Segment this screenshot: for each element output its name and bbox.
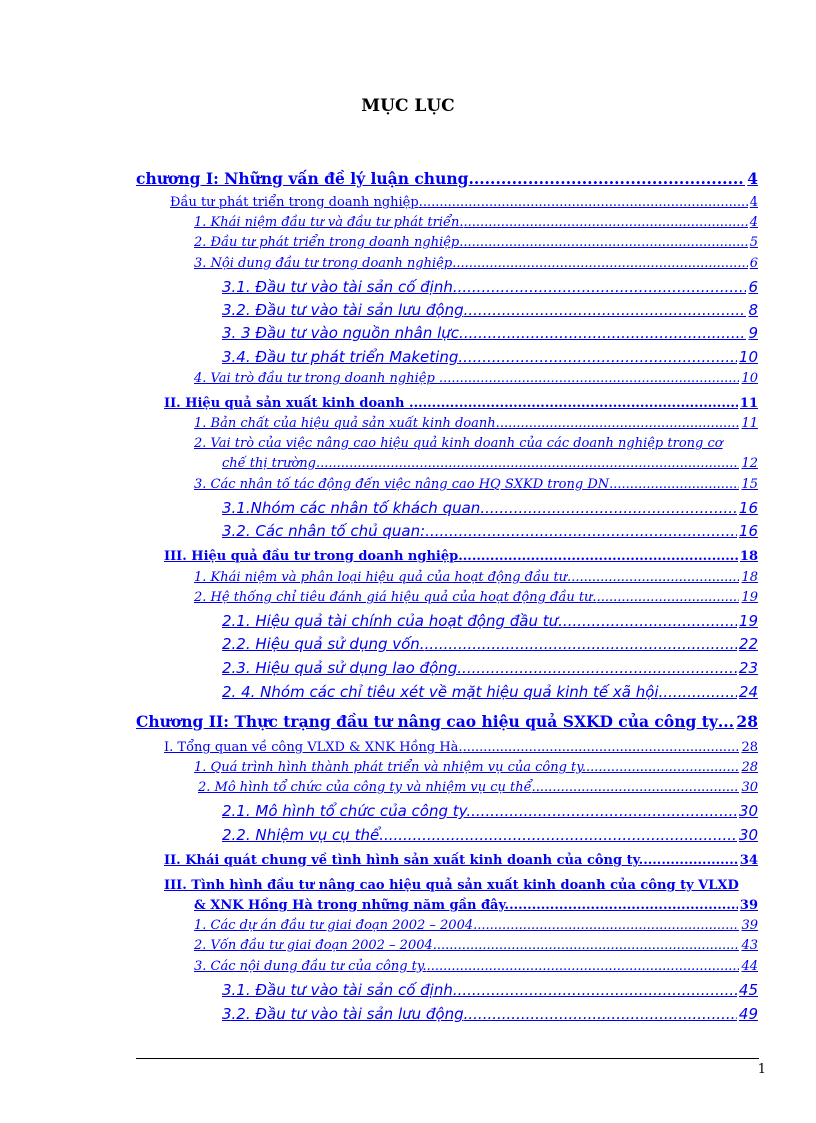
- toc-leader-dots: [477, 918, 739, 933]
- toc-entry-title: II. Hiệu quả sản xuất kinh doanh .: [164, 396, 414, 411]
- toc-entry[interactable]: [222, 802, 758, 820]
- toc-entry[interactable]: [194, 959, 758, 974]
- toc-leader-dots: [419, 195, 748, 210]
- toc-page-number: 4: [747, 169, 758, 188]
- toc-page-number: 11: [741, 416, 758, 431]
- page-number: 1: [757, 1062, 766, 1077]
- toc-entry-title: 3.1.Nhóm các nhân tố khách quan: [222, 499, 481, 517]
- toc-page-number: 6: [749, 256, 758, 271]
- toc-entry[interactable]: [222, 635, 758, 653]
- toc-entry-title: 2. 4. Nhóm các chỉ tiêu xét về mặt hiệu quả kinh tế xã hội: [222, 683, 659, 701]
- toc-page-number: 45: [738, 981, 758, 999]
- toc-page-number: 43: [741, 938, 758, 953]
- toc-entry-title: 3. 3 Đầu tư vào nguồn nhân lực: [222, 324, 460, 342]
- toc-leader-dots: [462, 659, 737, 677]
- toc-entry-title: chế thị trường.: [222, 456, 321, 471]
- toc-leader-dots: [586, 760, 739, 775]
- toc-entry[interactable]: [164, 549, 758, 564]
- toc-entry-title: 3.1. Đầu tư vào tài sản cố định: [222, 981, 453, 999]
- toc-page-number: 9: [748, 324, 758, 342]
- toc-entry[interactable]: [194, 898, 758, 913]
- toc-page-number: 15: [741, 477, 758, 492]
- toc-leader-dots: [459, 324, 746, 342]
- toc-entry[interactable]: [136, 712, 758, 731]
- toc-entry-title: Đầu tư phát triển trong doanh nghiệp: [170, 195, 419, 210]
- toc-page-number: 10: [741, 371, 758, 386]
- toc-entry-title: 2. Vốn đầu tư giai đoạn 2002 – 2004.: [194, 938, 437, 953]
- toc-page-number: 24: [738, 683, 758, 701]
- toc-entry-title: 1. Bản chất của hiệu quả sản xuất kinh doanh.: [194, 416, 500, 431]
- toc-entry-title: 1. Khái niệm và phân loại hiệu quả của hoạt động đầu tư.: [194, 570, 572, 585]
- toc-leader-dots: [463, 740, 740, 755]
- toc-entry[interactable]: [222, 278, 758, 296]
- toc-entry[interactable]: [222, 826, 758, 844]
- toc-leader-dots: [427, 959, 740, 974]
- toc-leader-dots: [443, 371, 739, 386]
- toc-page-number: 30: [738, 802, 758, 820]
- toc-page-number: 28: [741, 740, 758, 755]
- toc-entry-title: 3. Các nội dung đầu tư của công ty.: [194, 959, 427, 974]
- footer-divider: [136, 1058, 759, 1059]
- toc-leader-dots: [471, 802, 737, 820]
- toc-leader-dots: [718, 712, 735, 731]
- toc-entry[interactable]: [222, 522, 758, 540]
- toc-page-number: 19: [738, 612, 758, 630]
- toc-entry[interactable]: [194, 235, 758, 250]
- toc-leader-dots: [414, 396, 738, 411]
- toc-entry-title: I. Tổng quan về công VLXD & XNK Hồng Hà.: [164, 740, 463, 755]
- toc-page-number: 4: [749, 215, 758, 230]
- toc-entry[interactable]: [194, 590, 758, 605]
- toc-leader-dots: [458, 278, 747, 296]
- toc-entry-title: 2. Hệ thống chỉ tiêu đánh giá hiệu quả của hoạt động đầu tư.: [194, 590, 597, 605]
- toc-entry-title: chương I: Những vấn đề lý luận chung.: [136, 169, 474, 188]
- toc-leader-dots: [320, 456, 739, 471]
- toc-page-number: 18: [741, 570, 758, 585]
- toc-entry-title: 1. Các dự án đầu tư giai đoạn 2002 – 2004.: [194, 918, 478, 933]
- toc-entry-title: 2. Đầu tư phát triển trong doanh nghiệp.: [194, 235, 464, 250]
- toc-entry[interactable]: [222, 612, 758, 630]
- toc-entry-title: 3.2. Đầu tư vào tài sản lưu động: [222, 301, 464, 319]
- toc-leader-dots: [458, 348, 737, 366]
- toc-entry-title: 3.2. Đầu tư vào tài sản lưu động: [222, 1005, 464, 1023]
- toc-leader-dots: [463, 549, 738, 564]
- toc-entry[interactable]: [222, 1005, 758, 1023]
- toc-entry[interactable]: [222, 659, 758, 677]
- toc-page-number: 23: [738, 659, 758, 677]
- toc-page-number: 34: [739, 853, 758, 868]
- toc-leader-dots: [500, 416, 740, 431]
- toc-leader-dots: [571, 570, 739, 585]
- toc-page-number: 39: [739, 898, 758, 913]
- toc-entry[interactable]: [222, 324, 758, 342]
- toc-entry[interactable]: [194, 918, 758, 933]
- toc-leader-dots: [563, 612, 737, 630]
- toc-leader-dots: [480, 499, 737, 517]
- toc-entry[interactable]: [194, 570, 758, 585]
- toc-leader-dots: [509, 898, 738, 913]
- toc-entry-title: 2.1. Mô hình tổ chức của công ty.: [222, 802, 472, 820]
- toc-leader-dots: [464, 1005, 737, 1023]
- toc-entry-title: 1. Quá trình hình thành phát triển và nhiệm vụ của công ty.: [194, 760, 587, 775]
- toc-leader-dots: [425, 522, 737, 540]
- toc-entry[interactable]: [194, 938, 758, 953]
- toc-page-number: 28: [741, 760, 758, 775]
- toc-leader-dots: [659, 683, 737, 701]
- toc-entry[interactable]: [136, 169, 758, 188]
- toc-entry[interactable]: [170, 195, 758, 210]
- toc-entry-title: III. Tình hình đầu tư nâng cao hiệu quả sản xuất kinh doanh của công ty VLXD: [164, 878, 739, 893]
- toc-page-number: 39: [741, 918, 758, 933]
- toc-entry-title: & XNK Hồng Hà trong những năm gần đây.: [194, 898, 510, 913]
- toc-page-number: 6: [748, 278, 758, 296]
- toc-entry-title: 3.2. Các nhân tố chủ quan:: [222, 522, 426, 540]
- toc-entry-title: 2. Mô hình tổ chức của công ty và nhiệm vụ cụ thể: [198, 780, 532, 795]
- toc-page-number: 19: [741, 590, 758, 605]
- toc-page-number: 11: [739, 396, 758, 411]
- toc-page-number: 30: [741, 780, 758, 795]
- toc-page-number: 18: [739, 549, 758, 564]
- toc-entry[interactable]: [194, 371, 758, 386]
- toc-page-number: 28: [736, 712, 758, 731]
- toc-entry[interactable]: [194, 256, 758, 271]
- toc-leader-dots: [474, 169, 745, 188]
- toc-leader-dots: [379, 826, 737, 844]
- toc-entry-title: 1. Khái niệm đầu tư và đầu tư phát triển.: [194, 215, 464, 230]
- toc-leader-dots: [437, 938, 740, 953]
- toc-entry[interactable]: [194, 436, 758, 451]
- toc-leader-dots: [597, 590, 740, 605]
- toc-entry[interactable]: [198, 780, 758, 795]
- toc-entry[interactable]: [194, 760, 758, 775]
- toc-entry[interactable]: [164, 853, 758, 868]
- toc-leader-dots: [453, 981, 737, 999]
- toc-leader-dots: [609, 477, 739, 492]
- toc-entry[interactable]: [222, 456, 758, 471]
- toc-page-number: 8: [748, 301, 758, 319]
- toc-page-number: 30: [738, 826, 758, 844]
- toc-entry[interactable]: [194, 416, 758, 431]
- toc-leader-dots: [463, 235, 747, 250]
- toc-entry-title: 2.2. Nhiệm vụ cụ thể: [222, 826, 380, 844]
- toc-entry[interactable]: [222, 981, 758, 999]
- toc-leader-dots: [643, 853, 738, 868]
- toc-page-number: 22: [738, 635, 758, 653]
- toc-entry-title: 3.1. Đầu tư vào tài sản cố định.: [222, 278, 458, 296]
- toc-page-number: 16: [738, 499, 758, 517]
- toc-entry-title: 2. Vai trò của việc nâng cao hiệu quả kinh doanh của các doanh nghiệp trong cơ: [194, 436, 723, 451]
- toc-page-number: 49: [738, 1005, 758, 1023]
- toc-page-number: 4: [749, 195, 758, 210]
- toc-entry[interactable]: [194, 477, 758, 492]
- toc-entry-title: III. Hiệu quả đầu tư trong doanh nghiệp.: [164, 549, 463, 564]
- toc-entry-title: 3.4. Đầu tư phát triển Maketing: [222, 348, 459, 366]
- toc-leader-dots: [425, 635, 737, 653]
- toc-entry-title: 2.3. Hiệu quả sử dụng lao động.: [222, 659, 463, 677]
- toc-entry[interactable]: [222, 499, 758, 517]
- page-title: MỤC LỤC: [361, 96, 455, 116]
- toc-leader-dots: [532, 780, 740, 795]
- toc-entry-title: II. Khái quát chung về tình hình sản xuất kinh doanh của công ty.: [164, 853, 644, 868]
- toc-entry[interactable]: [222, 348, 758, 366]
- toc-entry-title: Chương II: Thực trạng đầu tư nâng cao hiệu quả SXKD của công ty: [136, 712, 718, 731]
- toc-leader-dots: [464, 215, 748, 230]
- toc-entry[interactable]: [194, 215, 758, 230]
- toc-entry-title: 3. Các nhân tố tác động đến việc nâng cao HQ SXKD trong DN: [194, 477, 610, 492]
- toc-page-number: 16: [738, 522, 758, 540]
- toc-entry-title: 4. Vai trò đầu tư trong doanh nghiệp .: [194, 371, 444, 386]
- toc-leader-dots: [452, 256, 748, 271]
- toc-entry-title: 2.1. Hiệu quả tài chính của hoạt động đầu tư.: [222, 612, 563, 630]
- toc-page-number: 44: [741, 959, 758, 974]
- toc-entry[interactable]: [222, 683, 758, 701]
- toc-entry[interactable]: [222, 301, 758, 319]
- toc-entry-title: 2.2. Hiệu quả sử dụng vốn.: [222, 635, 425, 653]
- toc-page-number: 5: [749, 235, 758, 250]
- toc-entry-title: 3. Nội dung đầu tư trong doanh nghiệp: [194, 256, 453, 271]
- toc-entry[interactable]: [164, 740, 758, 755]
- toc-page-number: 10: [738, 348, 758, 366]
- toc-entry[interactable]: [164, 396, 758, 411]
- toc-entry[interactable]: [164, 878, 758, 893]
- toc-page-number: 12: [741, 456, 758, 471]
- toc-leader-dots: [464, 301, 747, 319]
